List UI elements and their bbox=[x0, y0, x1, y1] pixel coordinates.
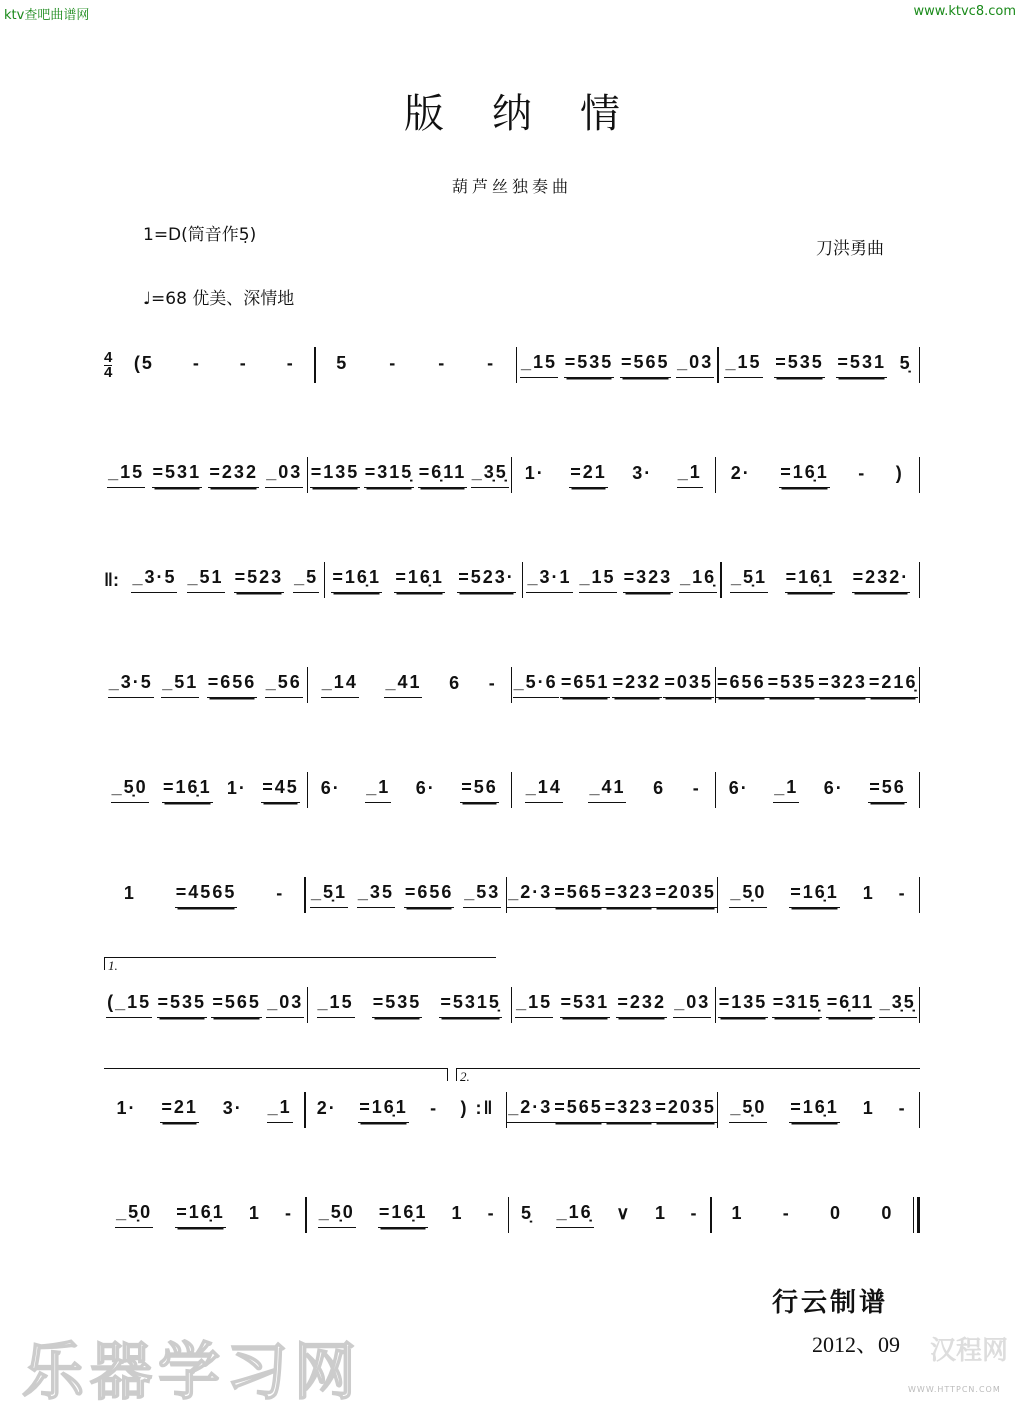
score-line bbox=[104, 958, 920, 1025]
bar-line bbox=[919, 562, 921, 598]
note-group: =16̣1 bbox=[378, 1202, 429, 1228]
note-group: _15 bbox=[515, 992, 553, 1018]
note-group: - bbox=[276, 882, 285, 903]
note-group: _15 bbox=[520, 352, 558, 378]
note-group: 3· bbox=[222, 1097, 243, 1118]
bar-line bbox=[913, 1197, 920, 1233]
measure bbox=[716, 985, 919, 1025]
bar-line bbox=[919, 1092, 921, 1128]
note-group: =535 bbox=[767, 672, 818, 698]
measure bbox=[104, 1090, 304, 1130]
note-group: =535 bbox=[372, 992, 423, 1018]
note-group: =535 bbox=[564, 352, 615, 378]
note-group: - bbox=[782, 1202, 791, 1223]
note-group: 6· bbox=[823, 777, 844, 798]
note-group: 5̣ bbox=[899, 352, 912, 373]
note-group: =16̣1 bbox=[175, 1202, 226, 1228]
note-group: _5̣0 bbox=[111, 777, 149, 803]
note-group: 1 bbox=[451, 1202, 464, 1223]
note-group: =565 bbox=[553, 882, 604, 908]
measure bbox=[104, 455, 307, 495]
bar-line bbox=[919, 987, 921, 1023]
score-line bbox=[104, 560, 920, 600]
score-title: 版纳情 bbox=[404, 91, 668, 137]
measure bbox=[127, 560, 324, 600]
note-group: =565 bbox=[553, 1097, 604, 1123]
note-group: _41 bbox=[588, 777, 626, 803]
note-group: - bbox=[898, 1097, 907, 1118]
measure bbox=[104, 1195, 305, 1235]
note-group: 5̣ bbox=[521, 1202, 534, 1223]
score-line bbox=[104, 455, 920, 495]
note-group: _51 bbox=[161, 672, 199, 698]
measure bbox=[308, 665, 511, 705]
note-group: _56 bbox=[265, 672, 303, 698]
measure bbox=[512, 985, 715, 1025]
note-group: 1· bbox=[226, 777, 247, 798]
note-group: _3·5 bbox=[108, 672, 154, 698]
bar-line bbox=[919, 347, 921, 383]
measure bbox=[719, 345, 919, 385]
watermark-top-left: ktv查吧曲谱网 bbox=[4, 8, 90, 23]
score-line bbox=[104, 1069, 920, 1130]
measure bbox=[306, 875, 506, 915]
note-group: =323 bbox=[604, 882, 655, 908]
note-group: =531 bbox=[836, 352, 887, 378]
tempo-marking: ♩=68 优美、深情地 bbox=[143, 289, 295, 309]
note-group: 0 bbox=[881, 1202, 894, 1223]
note-group: - bbox=[192, 352, 201, 373]
note-group: =2035 bbox=[654, 1097, 717, 1123]
measure bbox=[507, 875, 717, 915]
note-group: =232 bbox=[616, 992, 667, 1018]
note-group: - bbox=[286, 352, 295, 373]
measure bbox=[104, 875, 304, 915]
note-group: _3·1 bbox=[526, 567, 572, 593]
measure bbox=[104, 770, 307, 810]
date: 2012、09 bbox=[812, 1332, 901, 1357]
note-group: _5̣0 bbox=[729, 882, 767, 908]
note-group: _14 bbox=[525, 777, 563, 803]
volta-first-ending-continued bbox=[104, 1068, 448, 1081]
note-group: 2· bbox=[730, 462, 751, 483]
measure bbox=[114, 345, 314, 385]
measure bbox=[307, 1195, 508, 1235]
note-group: =16̣1 bbox=[394, 567, 445, 593]
note-group: 1 bbox=[731, 1202, 744, 1223]
note-group: _2·3 bbox=[507, 882, 553, 908]
note-group: _14 bbox=[321, 672, 359, 698]
note-group: 1 bbox=[654, 1202, 667, 1223]
note-group: 6 bbox=[449, 672, 462, 693]
note-group: =535 bbox=[774, 352, 825, 378]
note-group: =2035 bbox=[654, 882, 717, 908]
measure bbox=[523, 560, 720, 600]
note-group: - bbox=[438, 352, 447, 373]
watermark-bottom-right-url: WWW.HTTPCN.COM bbox=[908, 1385, 1001, 1394]
note-group: - bbox=[430, 1097, 439, 1118]
note-group: =21 bbox=[569, 462, 608, 488]
note-group: _15 bbox=[724, 352, 762, 378]
measure bbox=[512, 455, 715, 495]
note-group: _15 bbox=[579, 567, 617, 593]
note-group: 1 bbox=[123, 882, 136, 903]
score-line bbox=[104, 770, 920, 810]
note-group: _15 bbox=[107, 462, 145, 488]
time-signature bbox=[104, 348, 113, 381]
note-group: _51 bbox=[187, 567, 225, 593]
note-group: _3·5 bbox=[131, 567, 177, 593]
score-line bbox=[104, 1195, 920, 1235]
note-group: - bbox=[858, 462, 867, 483]
note-group: 6 bbox=[653, 777, 666, 798]
composer: 刀洪勇曲 bbox=[816, 239, 884, 259]
bar-line bbox=[919, 877, 921, 913]
note-group: 5 bbox=[336, 352, 349, 373]
note-group: _1 bbox=[677, 462, 703, 488]
score-line bbox=[104, 875, 920, 915]
note-group: ∨ bbox=[616, 1202, 632, 1223]
note-group: _1 bbox=[773, 777, 799, 803]
measure bbox=[716, 455, 919, 495]
note-group: _53 bbox=[463, 882, 501, 908]
note-group: ) :‖ bbox=[460, 1097, 495, 1118]
note-group: =16̣1 bbox=[785, 567, 836, 593]
note-group: 6· bbox=[415, 777, 436, 798]
note-group: _3̣5̣ bbox=[471, 462, 509, 488]
note-group: 6· bbox=[728, 777, 749, 798]
note-group: =232· bbox=[852, 567, 911, 593]
note-group: =315̣ bbox=[772, 992, 823, 1018]
note-group: 1 bbox=[248, 1202, 261, 1223]
note-group: 3· bbox=[632, 462, 653, 483]
note-group: =4565 bbox=[175, 882, 238, 908]
arranger-signature: 行云制谱 bbox=[772, 1288, 889, 1318]
note-group: =56 bbox=[460, 777, 499, 803]
repeat-start: ‖: bbox=[104, 569, 119, 590]
note-group: _03 bbox=[676, 352, 714, 378]
measure bbox=[718, 875, 918, 915]
note-group: =323 bbox=[817, 672, 868, 698]
note-group: - bbox=[285, 1202, 294, 1223]
time-signature-top: 4 bbox=[104, 348, 113, 366]
note-group: =565 bbox=[620, 352, 671, 378]
note-group: - bbox=[487, 1202, 496, 1223]
note-group: _1 bbox=[267, 1097, 293, 1123]
note-group: =523· bbox=[457, 567, 516, 593]
note-group: =565 bbox=[211, 992, 262, 1018]
note-group: 6· bbox=[320, 777, 341, 798]
note-group: =135 bbox=[718, 992, 769, 1018]
note-group: _03 bbox=[266, 992, 304, 1018]
time-signature-bottom: 4 bbox=[104, 363, 113, 381]
note-group: _16̣ bbox=[556, 1202, 594, 1228]
measure bbox=[325, 560, 522, 600]
measure bbox=[722, 560, 919, 600]
note-group: (_15 bbox=[106, 992, 152, 1018]
note-group: =656 bbox=[716, 672, 767, 698]
measure bbox=[104, 665, 307, 705]
note-group: - bbox=[239, 352, 248, 373]
note-group: - bbox=[692, 777, 701, 798]
note-group: _41 bbox=[384, 672, 422, 698]
measure bbox=[716, 770, 919, 810]
note-group: =45 bbox=[261, 777, 300, 803]
measure bbox=[316, 345, 516, 385]
note-group: - bbox=[389, 352, 398, 373]
watermark-bottom-left: 乐器学习网 bbox=[22, 1335, 363, 1408]
note-group: _15 bbox=[317, 992, 355, 1018]
measure bbox=[308, 985, 511, 1025]
measure bbox=[716, 665, 919, 705]
note-group: _5·6 bbox=[513, 672, 559, 698]
score-subtitle: 葫芦丝独奏曲 bbox=[451, 177, 572, 196]
note-group: =656 bbox=[207, 672, 258, 698]
note-group: =535 bbox=[157, 992, 208, 1018]
note-group: 1 bbox=[862, 1097, 875, 1118]
volta-first-ending: 1. bbox=[104, 957, 496, 970]
note-group: =035 bbox=[663, 672, 714, 698]
note-group: _5̣0 bbox=[318, 1202, 356, 1228]
score-line bbox=[104, 665, 920, 705]
measure bbox=[712, 1195, 913, 1235]
note-group: =216̣ bbox=[868, 672, 919, 698]
note-group: _5̣1 bbox=[310, 882, 348, 908]
note-group: =531 bbox=[560, 992, 611, 1018]
note-group: _5̣1 bbox=[730, 567, 768, 593]
note-group: =232 bbox=[612, 672, 663, 698]
watermark-top-right: www.ktvc8.com bbox=[913, 4, 1016, 19]
note-group: =16̣1 bbox=[779, 462, 830, 488]
note-group: _35 bbox=[357, 882, 395, 908]
watermark-bottom-right: 汉程网 bbox=[930, 1336, 1009, 1366]
measure bbox=[509, 1195, 710, 1235]
note-group: =6̣11 bbox=[418, 462, 468, 488]
note-group: =16̣1 bbox=[358, 1097, 409, 1123]
note-group: =56 bbox=[868, 777, 907, 803]
measure bbox=[308, 455, 511, 495]
measure bbox=[517, 345, 717, 385]
measure bbox=[104, 985, 307, 1025]
bar-line bbox=[919, 772, 921, 808]
note-group: =323 bbox=[623, 567, 674, 593]
note-group: 1· bbox=[524, 462, 545, 483]
note-group: _16̣ bbox=[679, 567, 717, 593]
note-group: - bbox=[487, 352, 496, 373]
note-group: _5 bbox=[293, 567, 319, 593]
note-group: - bbox=[898, 882, 907, 903]
measure bbox=[308, 770, 511, 810]
note-group: ) bbox=[895, 462, 904, 483]
note-group: _5̣0 bbox=[115, 1202, 153, 1228]
note-group: - bbox=[488, 672, 497, 693]
note-group: =323 bbox=[604, 1097, 655, 1123]
note-group: =135 bbox=[310, 462, 361, 488]
key-signature: 1=D(筒音作5̣) bbox=[143, 225, 257, 245]
bar-line bbox=[919, 667, 921, 703]
score-line bbox=[104, 345, 920, 385]
note-group: 1· bbox=[116, 1097, 137, 1118]
note-group: =6̣11 bbox=[826, 992, 876, 1018]
note-group: _1 bbox=[365, 777, 391, 803]
note-group: =531 bbox=[152, 462, 203, 488]
note-group: _5̣0 bbox=[729, 1097, 767, 1123]
note-group: =21 bbox=[160, 1097, 199, 1123]
note-group: =523 bbox=[234, 567, 285, 593]
note-group: 1 bbox=[862, 882, 875, 903]
volta-second-ending: 2. bbox=[456, 1068, 920, 1081]
measure bbox=[718, 1090, 918, 1130]
measure bbox=[512, 770, 715, 810]
note-group: 0 bbox=[830, 1202, 843, 1223]
note-group: (5 bbox=[133, 352, 154, 373]
note-group: _03 bbox=[265, 462, 303, 488]
note-group: =16̣1 bbox=[331, 567, 382, 593]
note-group: _2·3 bbox=[507, 1097, 553, 1123]
note-group: - bbox=[690, 1202, 699, 1223]
note-group: =232 bbox=[208, 462, 259, 488]
note-group: =16̣1 bbox=[789, 882, 840, 908]
measure bbox=[306, 1090, 506, 1130]
measure bbox=[507, 1090, 717, 1130]
note-group: =16̣1 bbox=[789, 1097, 840, 1123]
note-group: =16̣1 bbox=[162, 777, 213, 803]
note-group: =315̣ bbox=[364, 462, 415, 488]
note-group: =656 bbox=[404, 882, 455, 908]
note-group: _3̣5̣ bbox=[879, 992, 917, 1018]
note-group: =651 bbox=[560, 672, 611, 698]
bar-line bbox=[919, 457, 921, 493]
note-group: 2· bbox=[316, 1097, 337, 1118]
note-group: _03 bbox=[673, 992, 711, 1018]
measure bbox=[512, 665, 715, 705]
note-group: =5315̣ bbox=[439, 992, 502, 1018]
